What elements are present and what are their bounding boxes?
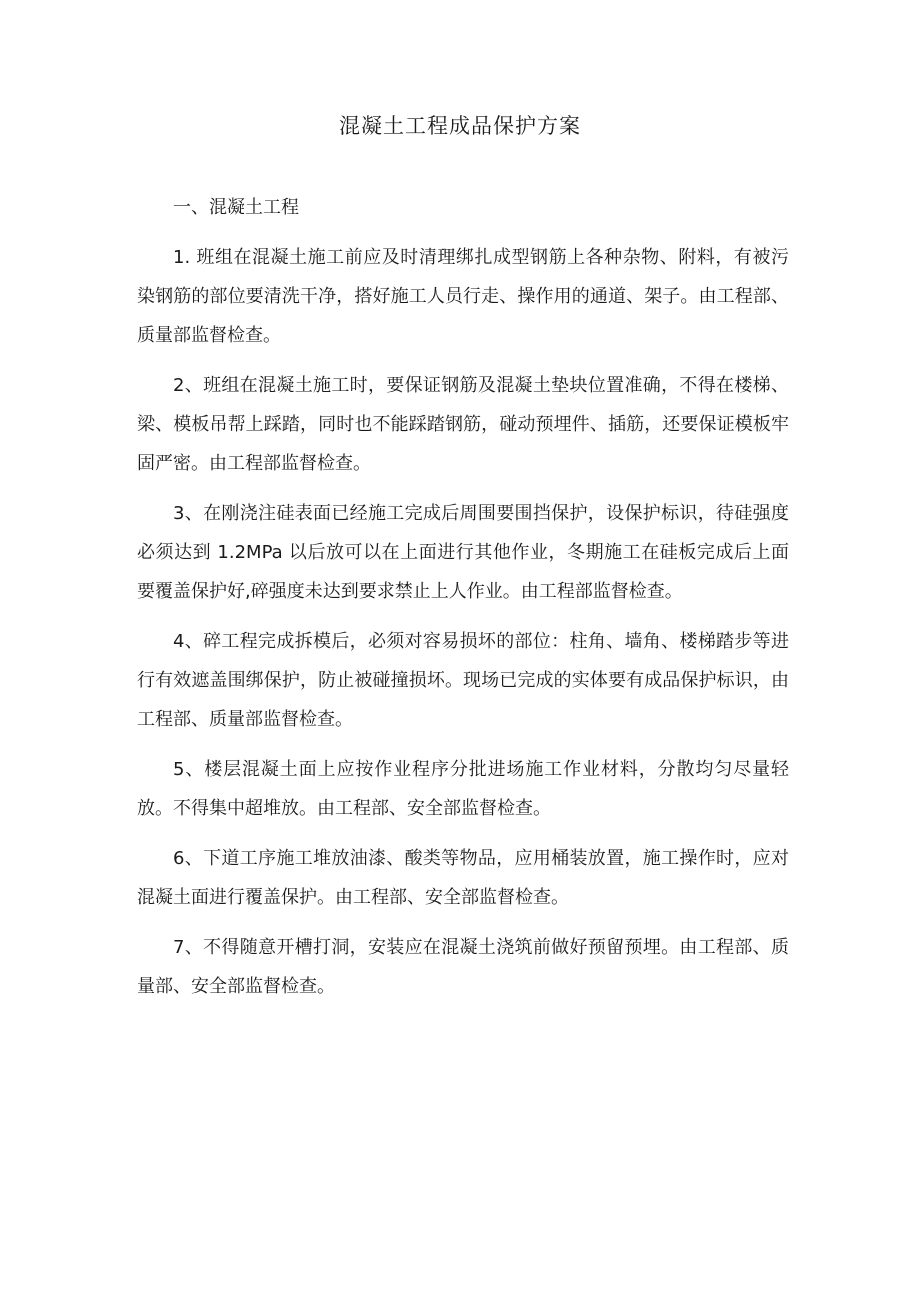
document-title: 混凝土工程成品保护方案 (339, 114, 581, 138)
paragraph-7: 7、不得随意开槽打洞，安装应在混凝土浇筑前做好预留预埋。由工程部、质量部、安全部监督检查。 (137, 937, 789, 997)
document-body (137, 188, 789, 1017)
paragraph-2: 2、班组在混凝土施工时，要保证钢筋及混凝土垫块位置准确，不得在楼梯、梁、模板吊帮上踩踏，同时也不能踩踏钢筋，碰动预埋件、插筋，还要保证模板牢固严密。由工程部监督检查。 (137, 375, 789, 474)
paragraph-6: 6、下道工序施工堆放油漆、酸类等物品，应用桶装放置，施工操作时，应对混凝土面进行覆盖保护。由工程部、安全部监督检查。 (137, 848, 789, 908)
paragraph-4: 4、碎工程完成拆模后，必须对容易损坏的部位：柱角、墙角、楼梯踏步等进行有效遮盖围绑保护，防止被碰撞损坏。现场已完成的实体要有成品保护标识，由工程部、质量部监督检查。 (137, 631, 789, 730)
paragraph-5: 5、楼层混凝土面上应按作业程序分批进场施工作业材料，分散均匀尽量轻放。不得集中超堆放。由工程部、安全部监督检查。 (137, 759, 789, 819)
paragraph-1: 1. 班组在混凝土施工前应及时清理绑扎成型钢筋上各种杂物、附料，有被污染钢筋的部位要清洗干净，搭好施工人员行走、操作用的通道、架子。由工程部、质量部监督检查。 (137, 247, 789, 346)
paragraph-3: 3、在刚浇注硅表面已经施工完成后周围要围挡保护，设保护标识，待硅强度必须达到 1.2MPa 以后放可以在上面进行其他作业，冬期施工在硅板完成后上面要覆盖保护好,碎强度未达到要求禁止上人作业。由工程部监督检查。 (137, 503, 789, 602)
section-heading: 一、混凝土工程 (173, 197, 299, 218)
